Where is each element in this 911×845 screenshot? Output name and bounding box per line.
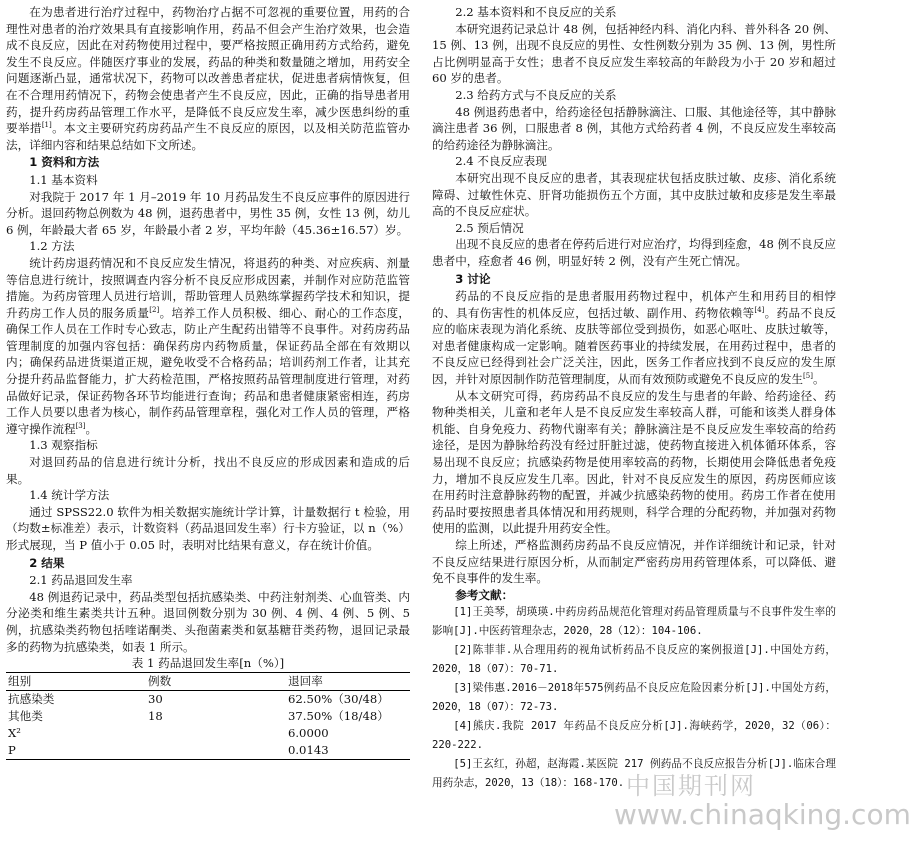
table-caption: 表 1 药品退回发生率[n（%）] <box>131 656 285 671</box>
table-header-cell: 组别 <box>8 673 32 688</box>
section-2-4-text: 本研究出现不良反应的患者，其表现症状包括皮肤过敏、皮疹、消化系统障碍、过敏性休克、肝肾功能损伤五个方面，其中皮肤过敏和皮疹是发生率最高的不良反应症状。 <box>432 170 836 219</box>
section-2-5-heading: 2.5 预后情况 <box>455 220 524 235</box>
table-cell: X² <box>8 725 21 740</box>
reference-item: [4]熊庆.我院 2017 年药品不良反应分析[J].海峡药学，2020，32（06）：220-222. <box>432 720 836 752</box>
table-cell: 其他类 <box>8 708 43 723</box>
section-2-3-heading: 2.3 给药方式与不良反应的关系 <box>455 87 617 102</box>
table-row <box>6 690 410 708</box>
section-1-2-text: 统计药房退药情况和不良反应发生情况，将退药的种类、对应疾病、剂量等信息进行统计，按照调查内容分析不良反应形成因素，并制作对应防范监管措施。为药房管理人员进行培训，帮助管理人员熟练掌握药学技术和知识，提升药房工作人员的服务质量[2]。培养工作人员积极、细心、耐心的工作态度，确保工作人员在工作时专心致志，防止产生配药出错等不良事件。对药房药品管理制度的加强内容包括：确保药房内药物质量，保证药品全部在有效期以内；确保药品进货渠道正规，避免收受不合格药品；培训药剂工作者，让其充分提升药品监督能力，扩大药检范围，严格按照药品管理制度进行管理，对药品做好记录，保证药物各环节均能进行查询；药品和患者健康紧密相连，药房工作人员要以患者为核心，制作药品管理章程，强化对工作人员的管理，严格遵守操作流程[3]。 <box>6 255 410 436</box>
table-header-cell: 例数 <box>148 673 172 688</box>
return-rate-table <box>6 672 410 760</box>
left-column <box>6 4 410 760</box>
section-1-1-heading: 1.1 基本资料 <box>29 172 98 187</box>
watermark-title: 中国期刊网 <box>626 772 756 800</box>
table-row <box>6 708 410 725</box>
discussion-paragraph-2: 从本文研究可得，药房药品不良反应的发生与患者的年龄、给药途径、药物种类相关，儿童和老年人是不良反应发生率较高人群，可能和该类人群身体机能、自身免疫力、药物代谢率有关；静脉滴注是不良反应发生率较高的给药途径，是因为静脉给药没有经过肝脏过滤，使药物直接进入机体循环体系，容易出现不良反应；抗感染药物是使用率较高的药物，长期使用会降低患者免疫力，增加不良反应发生几率。因此，针对不良反应发生的原因，药房医师应该在用药时注意静脉药物的配置，并减少抗感染药物的使用。药房工作者在使用药品时要按照患者具体情况和用药规则，科学合理的分配药物，并加强对药物使用的监测，以此提升用药安全性。 <box>432 388 836 536</box>
reference-item: [2]陈菲菲.从合理用药的视角试析药品不良反应的案例报道[J].中国处方药，2020，18（07）：70-71. <box>432 644 836 676</box>
section-2-1-heading: 2.1 药品退回发生率 <box>29 573 133 588</box>
table-cell: 62.50%（30/48） <box>288 691 389 706</box>
table-row <box>6 742 410 760</box>
section-2-2-text: 本研究退药记录总计 48 例，包括神经内科、消化内科、普外科各 20 例、15 例、13 例，出现不良反应的男性、女性例数分别为 35 例、13 例，男性所占比例明显高于女性；患者不良反应发生率较高的年龄段为小于 20 岁和超过 60 岁的患者。 <box>432 21 836 86</box>
table-cell: 30 <box>148 691 163 706</box>
section-3-heading: 3 讨论 <box>455 271 491 286</box>
table-cell: P <box>8 742 16 757</box>
table-cell: 0.0143 <box>288 742 329 757</box>
reference-item: [1]王美琴，胡瑛瑛.中药房药品规范化管理对药品管理质量与不良事件发生率的影响[J].中医药管理杂志，2020，28（12）：104-106. <box>432 606 836 638</box>
table-header-row <box>6 672 410 690</box>
intro-paragraph: 在为患者进行治疗过程中，药物治疗占据不可忽视的重要位置，用药的合理性对患者的治疗效果具有直接影响作用，药品不但会产生治疗效果，也会造成不良反应，因此在对药物使用过程中，要严格按照正确用药方式给药，避免发生不良反应。伴随医疗事业的发展，药品的种类和数量随之增加，用药安全问题逐渐凸显，通常状况下，药物可以改善患者症状，促进患者病情恢复，但在不合理用药情况下，药物会使患者产生不良反应，因此，正确的指导患者用药，提升药房药品管理工作水平，是降低不良反应发生率，减少医患纠纷的重要举措[1]。本文主要研究药房药品产生不良反应的原因，以及相关防范监管办法，详细内容和结果总结如下文所述。 <box>6 5 410 152</box>
section-1-4-heading: 1.4 统计学方法 <box>29 488 110 503</box>
discussion-paragraph-1: 药品的不良反应指的是患者服用药物过程中，机体产生和用药目的相悖的、具有伤害性的机体反应，包括过敏、副作用、药物依赖等[4]。药品不良反应的临床表现为消化系统、皮肤等部位受到损伤，如恶心呕吐、皮肤过敏等，对患者健康构成一定影响。随着医药事业的持续发展，在用药过程中，患者的不良反应已经得到社会广泛关注，因此，医务工作者应找到不良反应的发生原因，并针对原因制作防范管理制度，从而有效预防或避免不良反应的发生[5]。 <box>432 289 836 387</box>
table-cell: 37.50%（18/48） <box>288 708 389 723</box>
reference-item: [3]梁伟惠.2016－2018年575例药品不良反应危险因素分析[J].中国处方药，2020，18（07）：72-73. <box>432 682 836 714</box>
discussion-paragraph-3: 综上所述，严格监测药房药品不良反应情况，并作详细统计和记录，针对不良反应结果进行原因分析，从而制定严密药房用药管理体系，可以降低、避免不良事件的发生率。 <box>432 538 836 586</box>
table-cell: 18 <box>148 708 163 723</box>
watermark-url: www.chinaqking.com <box>614 798 911 831</box>
references-heading: 参考文献： <box>455 587 514 602</box>
section-2-3-text: 48 例退药患者中，给药途径包括静脉滴注、口服、其他途径等，其中静脉滴注患者 36 例，口服患者 8 例，其他方式给药者 4 例，不良反应发生率较高的给药途径为静脉滴注。 <box>432 104 836 152</box>
table-header-cell: 退回率 <box>288 673 323 688</box>
section-1-3-heading: 1.3 观察指标 <box>29 438 98 453</box>
table-cell <box>146 725 286 742</box>
table-cell: 抗感染类 <box>8 691 55 706</box>
section-2-1-text: 48 例退药记录中，药品类型包括抗感染类、中药注射剂类、心血管类、内分泌类和维生素类共计五种。退回例数分别为 30 例、4 例、4 例、5 例、5 例，抗感染类药物包括喹诺酮类、头孢菌素类和氨基糖苷类药物，退回记录最多的药物为抗感染类，如表 1 所示。 <box>6 589 410 654</box>
section-2-4-heading: 2.4 不良反应表现 <box>455 154 547 169</box>
section-2-heading: 2 结果 <box>29 555 65 570</box>
section-1-4-text: 通过 SPSS22.0 软件为相关数据实施统计学计算，计量数据行 t 检验，用（均数±标准差）表示，计数资料（药品退回发生率）行卡方验证，以 n（%）形式展现，当 P 值小于 0.05 时，表明对比结果有意义，存在统计价值。 <box>6 504 410 552</box>
section-2-5-text: 出现不良反应的患者在停药后进行对应治疗，均得到痊愈，48 例不良反应患者中，痊愈者 46 例，明显好转 2 例，没有产生死亡情况。 <box>432 237 836 268</box>
table-cell <box>146 742 286 760</box>
section-1-3-text: 对退回药品的信息进行统计分析，找出不良反应的形成因素和造成的后果。 <box>6 455 410 486</box>
section-2-2-heading: 2.2 基本资料和不良反应的关系 <box>455 5 617 19</box>
section-1-1-text: 对我院于 2017 年 1 月–2019 年 10 月药品发生不良反应事件的原因进行分析。退回药物总例数为 48 例，退药患者中，男性 35 例，女性 13 例，幼儿 6 例，年龄最大者 65 岁，年龄最小者 2 岁，平均年龄（45.36±16.57）岁。 <box>6 189 410 237</box>
table-cell: 6.0000 <box>288 725 329 740</box>
section-1-heading: 1 资料和方法 <box>29 155 100 170</box>
reference-item: [5]王玄红，孙超，赵海霞.某医院 217 例药品不良反应报告分析[J].临床合理用药杂志，2020，13（18）：168-170. <box>432 758 836 790</box>
table-row <box>6 725 410 742</box>
section-1-2-heading: 1.2 方法 <box>29 239 75 254</box>
right-column <box>432 4 836 793</box>
